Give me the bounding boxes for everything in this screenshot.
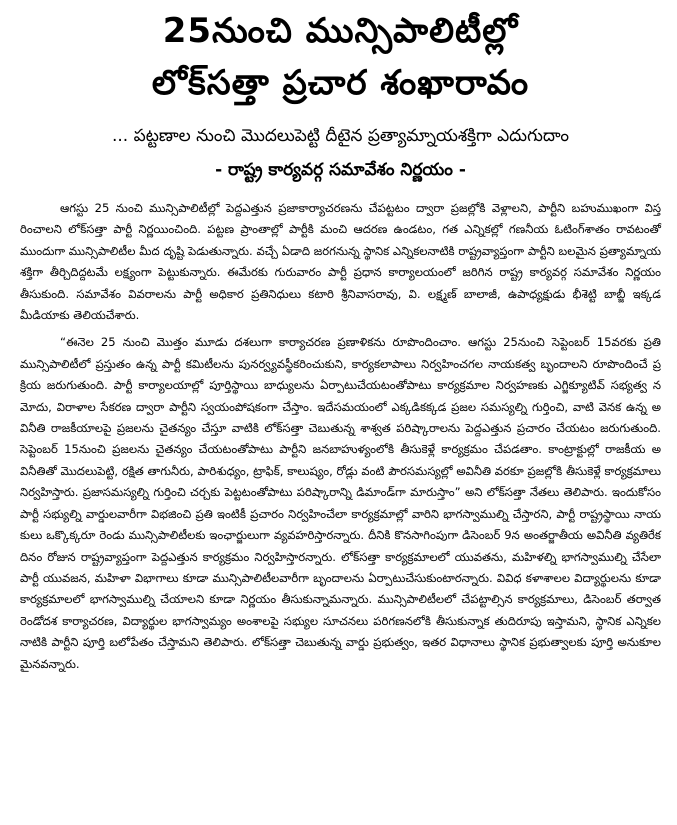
decision-line: - రాష్ట్ర కార్యవర్గ సమావేశం నిర్ణయం - [215, 160, 466, 180]
subheadline: ... పట్టణాల నుంచి మొదలుపెట్టి దీటైన ప్రత్యామ్నాయశక్తిగా ఎదుగుదాం [112, 126, 569, 146]
body-paragraph-1: ఆగస్టు 25 నుంచి మున్సిపాలిటీల్లో పెద్దఎత్తున ప్రజాకార్యాచరణను చేపట్టటం ద్వారా ప్రజల్లోకి వెళ్లాలని, పార్టీని బహుముఖంగా విస్తరించాలని లోక్‌సత్తా పార్టీ నిర్ణయించింది. పట్టణ ప్రాంతాల్లో పార్టీకి మంచి ఆదరణ ఉండటం, గత ఎన్నికల్లో గణనీయ ఓటింగ్‌శాతం రావటంతో ముందుగా మున్సిపాలిటీల మీద దృష్టి పెడుతున్నారు. వచ్చే ఏడాది జరగనున్న స్థానిక ఎన్నికలనాటికి రాష్ట్రవ్యాప్తంగా పార్టీని బలమైన ప్రత్యామ్నాయశక్తిగా తీర్చిదిద్దటమే లక్ష్యంగా పెట్టుకున్నారు. ఈమేరకు గురువారం పార్టీ ప్రధాన కార్యాలయంలో జరిగిన రాష్ట్ర కార్యవర్గ సమావేశం నిర్ణయం తీసుకుంది. సమావేశం వివరాలను పార్టీ అధికార ప్రతినిధులు కటారి శ్రీనివాసరావు, వి. లక్ష్మణ్ బాలాజీ, ఉపాధ్యక్షుడు భీశెట్టి బాబ్జీ ఇక్కడ మీడియాకు తెలియచేశారు. [20, 201, 661, 323]
body-paragraph-2: “ఈనెల 25 నుంచి మొత్తం మూడు దశలుగా కార్యాచరణ ప్రణాళికను రూపొందించాం. ఆగస్టు 25నుంచి సెప్టెంబర్ 15వరకు ప్రతి మున్సిపాలిటీలో ప్రస్తుతం ఉన్న పార్టీ కమిటీలను పునర్వ్యవస్థీకరించుకుని, కార్యకలాపాలు నిర్వహించగల నాయకత్వ బృందాలని రూపొందించే ప్రక్రియ జరుగుతుంది. పార్టీ కార్యాలయాల్లో పూర్తిస్థాయి బాధ్యులను ఏర్పాటుచేయటంతోపాటు కార్యక్రమాల నిర్వహణకు ఎగ్జిక్యూటివ్ సభ్యత్వ నమోదు, విరాళాల సేకరణ ద్వారా పార్టీని స్వయంపోషకంగా చేస్తాం. ఇదేసమయంలో ఎక్కడికక్కడ ప్రజల సమస్యల్ని గుర్తించి, వాటి వెనక ఉన్న అవినీతి రాజకీయాలపై ప్రజలను చైతన్యం చేస్తూ వాటికి లోక్‌సత్తా చెబుతున్న శాశ్వత పరిష్కారాలను పెద్దఎత్తున ప్రచారం చేయటం జరుగుతుంది. సెప్టెంబర్ 15నుంచి ప్రజలను చైతన్యం చేయటంతోపాటు పార్టీని జనబాహుళ్యంలోకి తీసుకెళ్లే కార్యక్రమం చేపడతాం. కాంట్రాక్టుల్లో రాజకీయ అవినీతితో మొదలుపెట్టి, రక్షిత తాగునీరు, పారిశుధ్యం, ట్రాఫిక్, కాలుష్యం, రోడ్లు వంటి పౌరసమస్యల్లో అవినీతి వరకూ ప్రజల్లోకి తీసుకెళ్లే కార్యక్రమాలు నిర్వహిస్తారు. ప్రజాసమస్యల్ని గుర్తించి చర్చకు పెట్టటంతోపాటు పరిష్కారాన్ని డిమాండ్‌గా మారుస్తాం” అని లోక్‌సత్తా నేతలు తెలిపారు. ఇందుకోసం పార్టీ సభ్యుల్ని వార్డులవారీగా విభజించి ప్రతి ఇంటికీ ప్రచారం నిర్వహించేలా కార్యక్రమాల్లో వారిని భాగస్వాముల్ని చేస్తారని, పార్టీ రాష్ట్రస్థాయి నాయకులు ఒక్కొక్కరూ రెండు మున్సిపాలిటీలకు ఇంఛార్జులుగా వ్యవహరిస్తారన్నారు. దీనికి కొనసాగింపుగా డిసెంబర్ 9న అంతర్జాతీయ అవినీతి వ్యతిరేక దినం రోజున రాష్ట్రవ్యాప్తంగా పెద్దఎత్తున కార్యక్రమం నిర్వహిస్తారన్నారు. లోక్‌సత్తా కార్యక్రమాలలో యువతను, మహిళల్ని భాగస్వాముల్ని చేసేలా పార్టీ యువజన, మహిళా విభాగాలు కూడా మున్సిపాలిటీలవారీగా బృందాలను ఏర్పాటుచేసుకుంటారన్నారు. వివిధ కళాశాలల విద్యార్థులను కూడా కార్యక్రమాలలో భాగస్వాముల్ని చేయాలని కూడా నిర్ణయం తీసుకున్నామన్నారు. మున్సిపాలిటీలలో చేపట్టాల్సిన కార్యక్రమాలు, డిసెంబర్ తర్వాత రెండోదశ కార్యాచరణ, విద్యార్థుల భాగస్వామ్యం అంశాలపై సభ్యుల సూచనలు పరిగణనలోకి తీసుకున్నాక తుదిరూపు ఇస్తామని, స్థానిక ఎన్నికలనాటికి పార్టీని పూర్తి బలోపేతం చేస్తామని తెలిపారు. లోక్‌సత్తా చెబుతున్న వార్డు ప్రభుత్వం, ఇతర విధానాలు స్థానిక ప్రభుత్వాలకు పూర్తి అనుకూలమైనవన్నారు. [20, 335, 661, 671]
article-body [20, 198, 661, 675]
headline-line-1: 25నుంచి మున్సిపాలిటీల్లో [162, 11, 519, 51]
headline-line-2: లోక్‌సత్తా ప్రచార శంఖారావం [151, 63, 530, 103]
